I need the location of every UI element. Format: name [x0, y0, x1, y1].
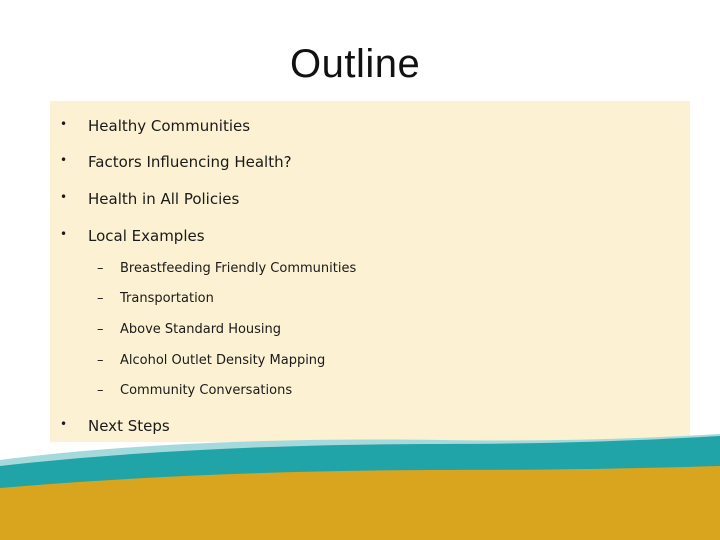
sub-item-label: Transportation	[120, 291, 214, 306]
sub-item-label: Alcohol Outlet Density Mapping	[120, 353, 326, 368]
dash-icon: –	[97, 322, 104, 337]
dash-icon: –	[97, 353, 104, 368]
sub-item-label: Breastfeeding Friendly Communities	[120, 261, 357, 276]
dash-icon: –	[97, 383, 104, 398]
bullet-icon: •	[60, 227, 68, 241]
outline-item-label: Factors Influencing Health?	[88, 153, 292, 171]
slide-title: Outline	[290, 42, 421, 86]
outline-item-label: Local Examples	[88, 227, 205, 245]
outline-item-label: Healthy Communities	[88, 117, 251, 135]
bullet-icon: •	[60, 153, 68, 167]
sub-item-label: Above Standard Housing	[120, 322, 282, 337]
outline-content-box	[50, 101, 690, 442]
bullet-icon: •	[60, 417, 68, 431]
dash-icon: –	[97, 261, 104, 276]
sub-item-label: Community Conversations	[120, 383, 293, 398]
outline-item-label: Health in All Policies	[88, 190, 240, 208]
decorative-wave-footer	[0, 430, 720, 540]
outline-item-label: Next Steps	[88, 417, 170, 435]
dash-icon: –	[97, 291, 104, 306]
bullet-icon: •	[60, 117, 68, 131]
bullet-icon: •	[60, 190, 68, 204]
